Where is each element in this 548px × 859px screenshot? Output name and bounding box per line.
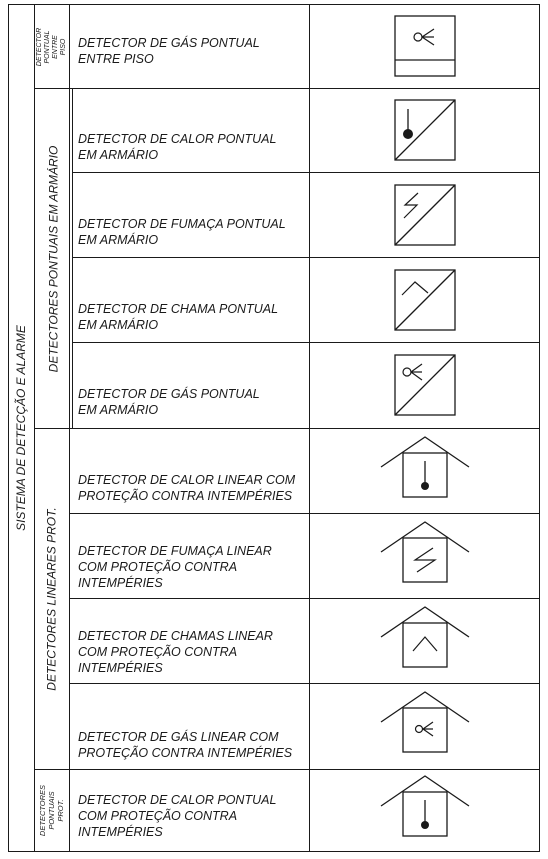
row-description: DETECTOR DE CHAMA PONTUAL EM ARMÁRIO (78, 301, 279, 332)
system-title-text: SISTEMA DE DETECÇÃO E ALARME (14, 325, 29, 531)
row-description: DETECTOR DE CALOR LINEAR COM PROTEÇÃO CONTRA INTEMPÉRIES (78, 472, 296, 503)
smoke-linear-protected-icon (310, 513, 540, 598)
row-description: DETECTOR DE FUMAÇA LINEAR COM PROTEÇÃO CONTRA INTEMPÉRIES (78, 543, 272, 590)
row-description: DETECTOR DE GÁS LINEAR COM PROTEÇÃO CONTRA INTEMPÉRIES (78, 730, 293, 760)
group-label-linear-protected: DETECTORES LINEARES PROT. (45, 507, 60, 691)
gas-cabinet-icon (310, 342, 540, 428)
flame-cabinet-icon (310, 257, 540, 342)
group-label-point-protected: DETECTORES PONTUAIS PROT. (38, 784, 66, 837)
gas-linear-protected-icon (310, 683, 540, 769)
row-description: DETECTOR DE CALOR PONTUAL COM PROTEÇÃO CONTRA INTEMPÉRIES (78, 793, 277, 839)
column-divider (72, 88, 73, 428)
legend-table (8, 4, 540, 852)
smoke-cabinet-icon (310, 172, 540, 257)
heat-cabinet-icon (310, 88, 540, 172)
table-border-bottom (8, 851, 540, 852)
row-description: DETECTOR DE GÁS PONTUAL EM ARMÁRIO (78, 387, 260, 417)
row-description: DETECTOR DE GÁS PONTUAL ENTRE PISO (78, 36, 260, 66)
heat-linear-protected-icon (310, 428, 540, 513)
group-label-cabinet: DETECTORES PONTUAIS EM ARMÁRIO (46, 145, 61, 372)
flame-linear-protected-icon (310, 598, 540, 683)
gas-floor-icon (310, 4, 540, 88)
group-label-gas-floor: DETECTOR PONTUAL ENTRE PISO (36, 27, 67, 66)
row-description: DETECTOR DE CHAMAS LINEAR COM PROTEÇÃO CONTRA INTEMPÉRIES (78, 628, 273, 675)
system-title (8, 4, 34, 852)
heat-point-protected-icon (310, 769, 540, 851)
row-description: DETECTOR DE FUMAÇA PONTUAL EM ARMÁRIO (78, 216, 286, 247)
row-description: DETECTOR DE CALOR PONTUAL EM ARMÁRIO (78, 132, 277, 162)
